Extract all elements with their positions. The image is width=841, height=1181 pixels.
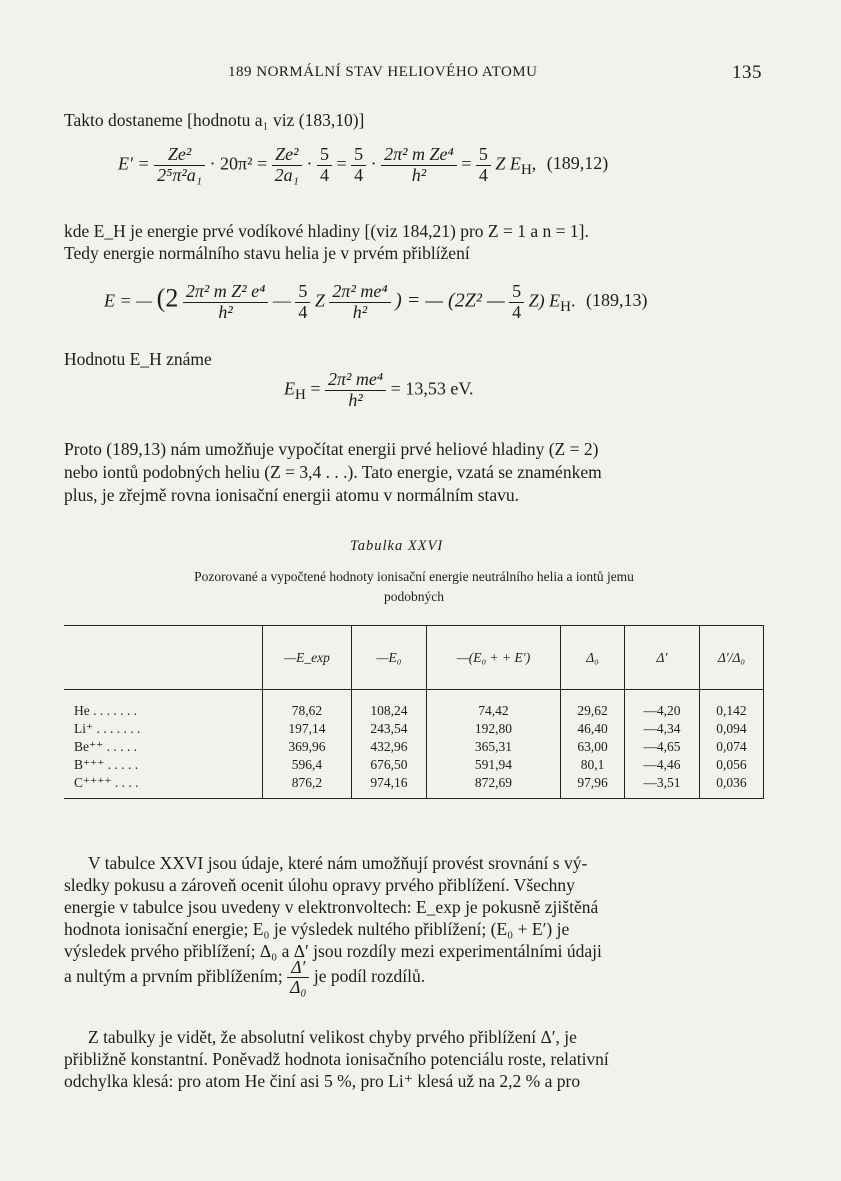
cell-delta0: 97,96 bbox=[561, 774, 625, 799]
table-description bbox=[64, 567, 764, 607]
eq1-dot-2: · bbox=[370, 153, 377, 174]
col-header-ratio: Δ′/Δ₀ bbox=[699, 626, 763, 690]
table-desc-line-2: podobných bbox=[384, 589, 444, 604]
running-header bbox=[0, 62, 841, 86]
cell-e-exp: 369,96 bbox=[263, 738, 352, 756]
cell-e0: 974,16 bbox=[351, 774, 426, 799]
para5-last-before: a nultým a prvním přiblížením; bbox=[64, 965, 283, 986]
eq2-frac-c: $\frac{\text{2π² me⁴}}{\text{h²}}$ bbox=[329, 282, 390, 323]
eq2-tail: Z) E bbox=[528, 290, 561, 311]
cell-delta1: —4,65 bbox=[625, 738, 700, 756]
cell-e-exp: 78,62 bbox=[263, 690, 352, 721]
cell-element: Be⁺⁺ . . . . . bbox=[74, 739, 137, 754]
para5-line-5: výsledek prvého přiblížení; Δ₀ a Δ′ jsou rozdíly mezi experimentálními údaji bbox=[64, 941, 602, 961]
cell-ratio: 0,074 bbox=[699, 738, 763, 756]
cell-e-exp: 876,2 bbox=[263, 774, 352, 799]
eq3-frac: $\frac{\text{2π² me⁴}}{\text{h²}}$ bbox=[325, 370, 386, 411]
eq1-comma: , bbox=[531, 153, 537, 174]
equation-189-12 bbox=[118, 145, 608, 186]
cell-delta1: —3,51 bbox=[625, 774, 700, 799]
para4-line-3: plus, je zřejmě rovna ionisační energii atomu v normálním stavu. bbox=[64, 485, 520, 505]
cell-delta0: 80,1 bbox=[561, 756, 625, 774]
equation-eh bbox=[284, 370, 474, 411]
cell-ratio: 0,142 bbox=[699, 690, 763, 721]
cell-delta1: —4,34 bbox=[625, 720, 700, 738]
delta-ratio-fraction: $\frac{\Delta'}{\text{Δ₀}}$ bbox=[287, 958, 309, 998]
cell-delta0: 46,40 bbox=[561, 720, 625, 738]
eq1-number: (189,12) bbox=[546, 153, 609, 174]
para4-line-1: Proto (189,13) nám umožňuje vypočítat energii prvé heliové hladiny (Z = 2) bbox=[64, 439, 599, 459]
eq1-eq-sign-1: = bbox=[336, 153, 347, 174]
page-number: 135 bbox=[732, 62, 762, 83]
cell-e0: 243,54 bbox=[351, 720, 426, 738]
cell-delta0: 29,62 bbox=[561, 690, 625, 721]
eq3-sub: H bbox=[295, 387, 306, 404]
table-row bbox=[64, 720, 764, 738]
eq1-frac-e: $\frac{\text{2π² m Ze⁴}}{\text{h²}}$ bbox=[381, 145, 457, 186]
eq2-lhs: E = — bbox=[104, 290, 153, 311]
para2-line-1: kde E_H je energie prvé vodíkové hladiny [(viz 184,21) pro Z = 1 a n = 1]. bbox=[64, 221, 589, 241]
para6-line-3: odchylka klesá: pro atom He činí asi 5 %, pro Li⁺ klesá už na 2,2 % a pro bbox=[64, 1071, 581, 1091]
table-desc-line-1: Pozorované a vypočtené hodnoty ionisační energie neutrálního helia a iontů jemu bbox=[194, 569, 634, 584]
para5-line-1: V tabulce XXVI jsou údaje, které nám umožňují provést srovnání s vý- bbox=[88, 853, 588, 873]
para5-line-2: sledky pokusu a zároveň ocenit úlohu opravy prvého přiblížení. Všechny bbox=[64, 875, 575, 895]
cell-element: C⁺⁺⁺⁺ . . . . bbox=[64, 774, 263, 799]
eq2-frac-a: $\frac{\text{2π² m Z² e⁴}}{\text{h²}}$ bbox=[183, 282, 269, 323]
para3: Hodnotu E_H známe bbox=[64, 349, 212, 369]
eq3-eq: = bbox=[310, 378, 321, 399]
eq2-open: (2 bbox=[156, 283, 179, 313]
col-header-e-exp: —E_exp bbox=[263, 626, 352, 690]
cell-ratio: 0,056 bbox=[699, 756, 763, 774]
para5-line-3: energie v tabulce jsou uvedeny v elektronvoltech: E_exp je pokusně zjištěná bbox=[64, 897, 599, 917]
cell-ratio: 0,094 bbox=[699, 720, 763, 738]
eq2-sub: H bbox=[560, 299, 571, 316]
header-title: 189 NORMÁLNÍ STAV HELIOVÉHO ATOMU bbox=[228, 64, 538, 80]
table-row bbox=[64, 738, 764, 756]
cell-ratio: 0,036 bbox=[699, 774, 763, 799]
eq2-frac-b: $\frac{5}{4}$ bbox=[295, 282, 310, 323]
cell-e0: 432,96 bbox=[351, 738, 426, 756]
eq2-close: ) = — (2Z² — bbox=[395, 289, 505, 312]
cell-e0-plus-e1: 365,31 bbox=[426, 738, 560, 756]
cell-delta1: —4,46 bbox=[625, 756, 700, 774]
cell-e-exp: 197,14 bbox=[263, 720, 352, 738]
col-header-e0-plus-e1: —(E₀ + + E′) bbox=[426, 626, 560, 690]
cell-e0-plus-e1: 872,69 bbox=[426, 774, 560, 799]
cell-delta1: —4,20 bbox=[625, 690, 700, 721]
eq1-sub: H bbox=[520, 162, 532, 179]
eq1-frac-a: $\frac{\text{Ze²}}{\text{2⁵π²a₁}}$ bbox=[154, 145, 205, 186]
col-header-element bbox=[64, 626, 263, 690]
eq2-minus: — bbox=[272, 290, 291, 311]
cell-delta0: 63,00 bbox=[561, 738, 625, 756]
cell-e0: 108,24 bbox=[351, 690, 426, 721]
table-row bbox=[64, 690, 764, 721]
eq3-rhs: = 13,53 eV. bbox=[390, 378, 474, 399]
para5-line-4: hodnota ionisační energie; E₀ je výsledek nultého přiblížení; (E₀ + E′) je bbox=[64, 919, 570, 939]
eq2-frac-d: $\frac{5}{4}$ bbox=[509, 282, 524, 323]
eq2-dot: . bbox=[570, 290, 576, 311]
cell-e0-plus-e1: 74,42 bbox=[426, 690, 560, 721]
para5-line-6 bbox=[64, 958, 425, 998]
cell-e0-plus-e1: 192,80 bbox=[426, 720, 560, 738]
cell-element: Li⁺ . . . . . . . bbox=[74, 721, 141, 736]
intro-line: Takto dostaneme [hodnotu a₁ viz (183,10)] bbox=[64, 110, 365, 130]
col-header-e0: —E₀ bbox=[351, 626, 426, 690]
cell-e0-plus-e1: 591,94 bbox=[426, 756, 560, 774]
cell-element: B⁺⁺⁺ . . . . . bbox=[74, 757, 139, 772]
para6-line-2: přibližně konstantní. Poněvadž hodnota ionisačního potenciálu roste, relativní bbox=[64, 1049, 609, 1069]
para6-line-1: Z tabulky je vidět, že absolutní velikost chyby prvého přiblížení Δ′, je bbox=[88, 1027, 577, 1047]
eq1-dot: · bbox=[306, 153, 313, 174]
eq1-tail: Z E bbox=[495, 153, 521, 174]
para2-line-2: Tedy energie normálního stavu helia je v prvém přiblížení bbox=[64, 243, 470, 263]
cell-e0: 676,50 bbox=[351, 756, 426, 774]
ionisation-energy-table bbox=[64, 625, 764, 799]
equation-189-13 bbox=[104, 282, 647, 323]
eq1-frac-d: $\frac{5}{4}$ bbox=[351, 145, 366, 186]
table-caption: Tabulka XXVI bbox=[350, 538, 444, 554]
table-row bbox=[64, 774, 764, 799]
col-header-delta1: Δ′ bbox=[625, 626, 700, 690]
eq1-term-a: · 20π² = bbox=[209, 153, 268, 174]
table-header-row bbox=[64, 626, 764, 690]
cell-element: He . . . . . . . bbox=[74, 703, 137, 718]
eq1-lhs: E′ = bbox=[118, 153, 150, 174]
eq1-frac-b: $\frac{\text{Ze²}}{\text{2a₁}}$ bbox=[272, 145, 302, 186]
eq2-number: (189,13) bbox=[585, 290, 648, 311]
eq1-eq-sign-2: = bbox=[461, 153, 472, 174]
eq1-frac-c: $\frac{5}{4}$ bbox=[317, 145, 332, 186]
table-row bbox=[64, 756, 764, 774]
col-header-delta0: Δ₀ bbox=[561, 626, 625, 690]
eq1-frac-f: $\frac{5}{4}$ bbox=[476, 145, 491, 186]
cell-e-exp: 596,4 bbox=[263, 756, 352, 774]
para5-last-after: je podíl rozdílů. bbox=[313, 965, 426, 986]
para4-line-2: nebo iontů podobných heliu (Z = 3,4 . . .). Tato energie, vzatá se znaménkem bbox=[64, 462, 602, 482]
eq2-z: Z bbox=[314, 290, 325, 311]
eq3-lhs: E bbox=[284, 378, 295, 399]
